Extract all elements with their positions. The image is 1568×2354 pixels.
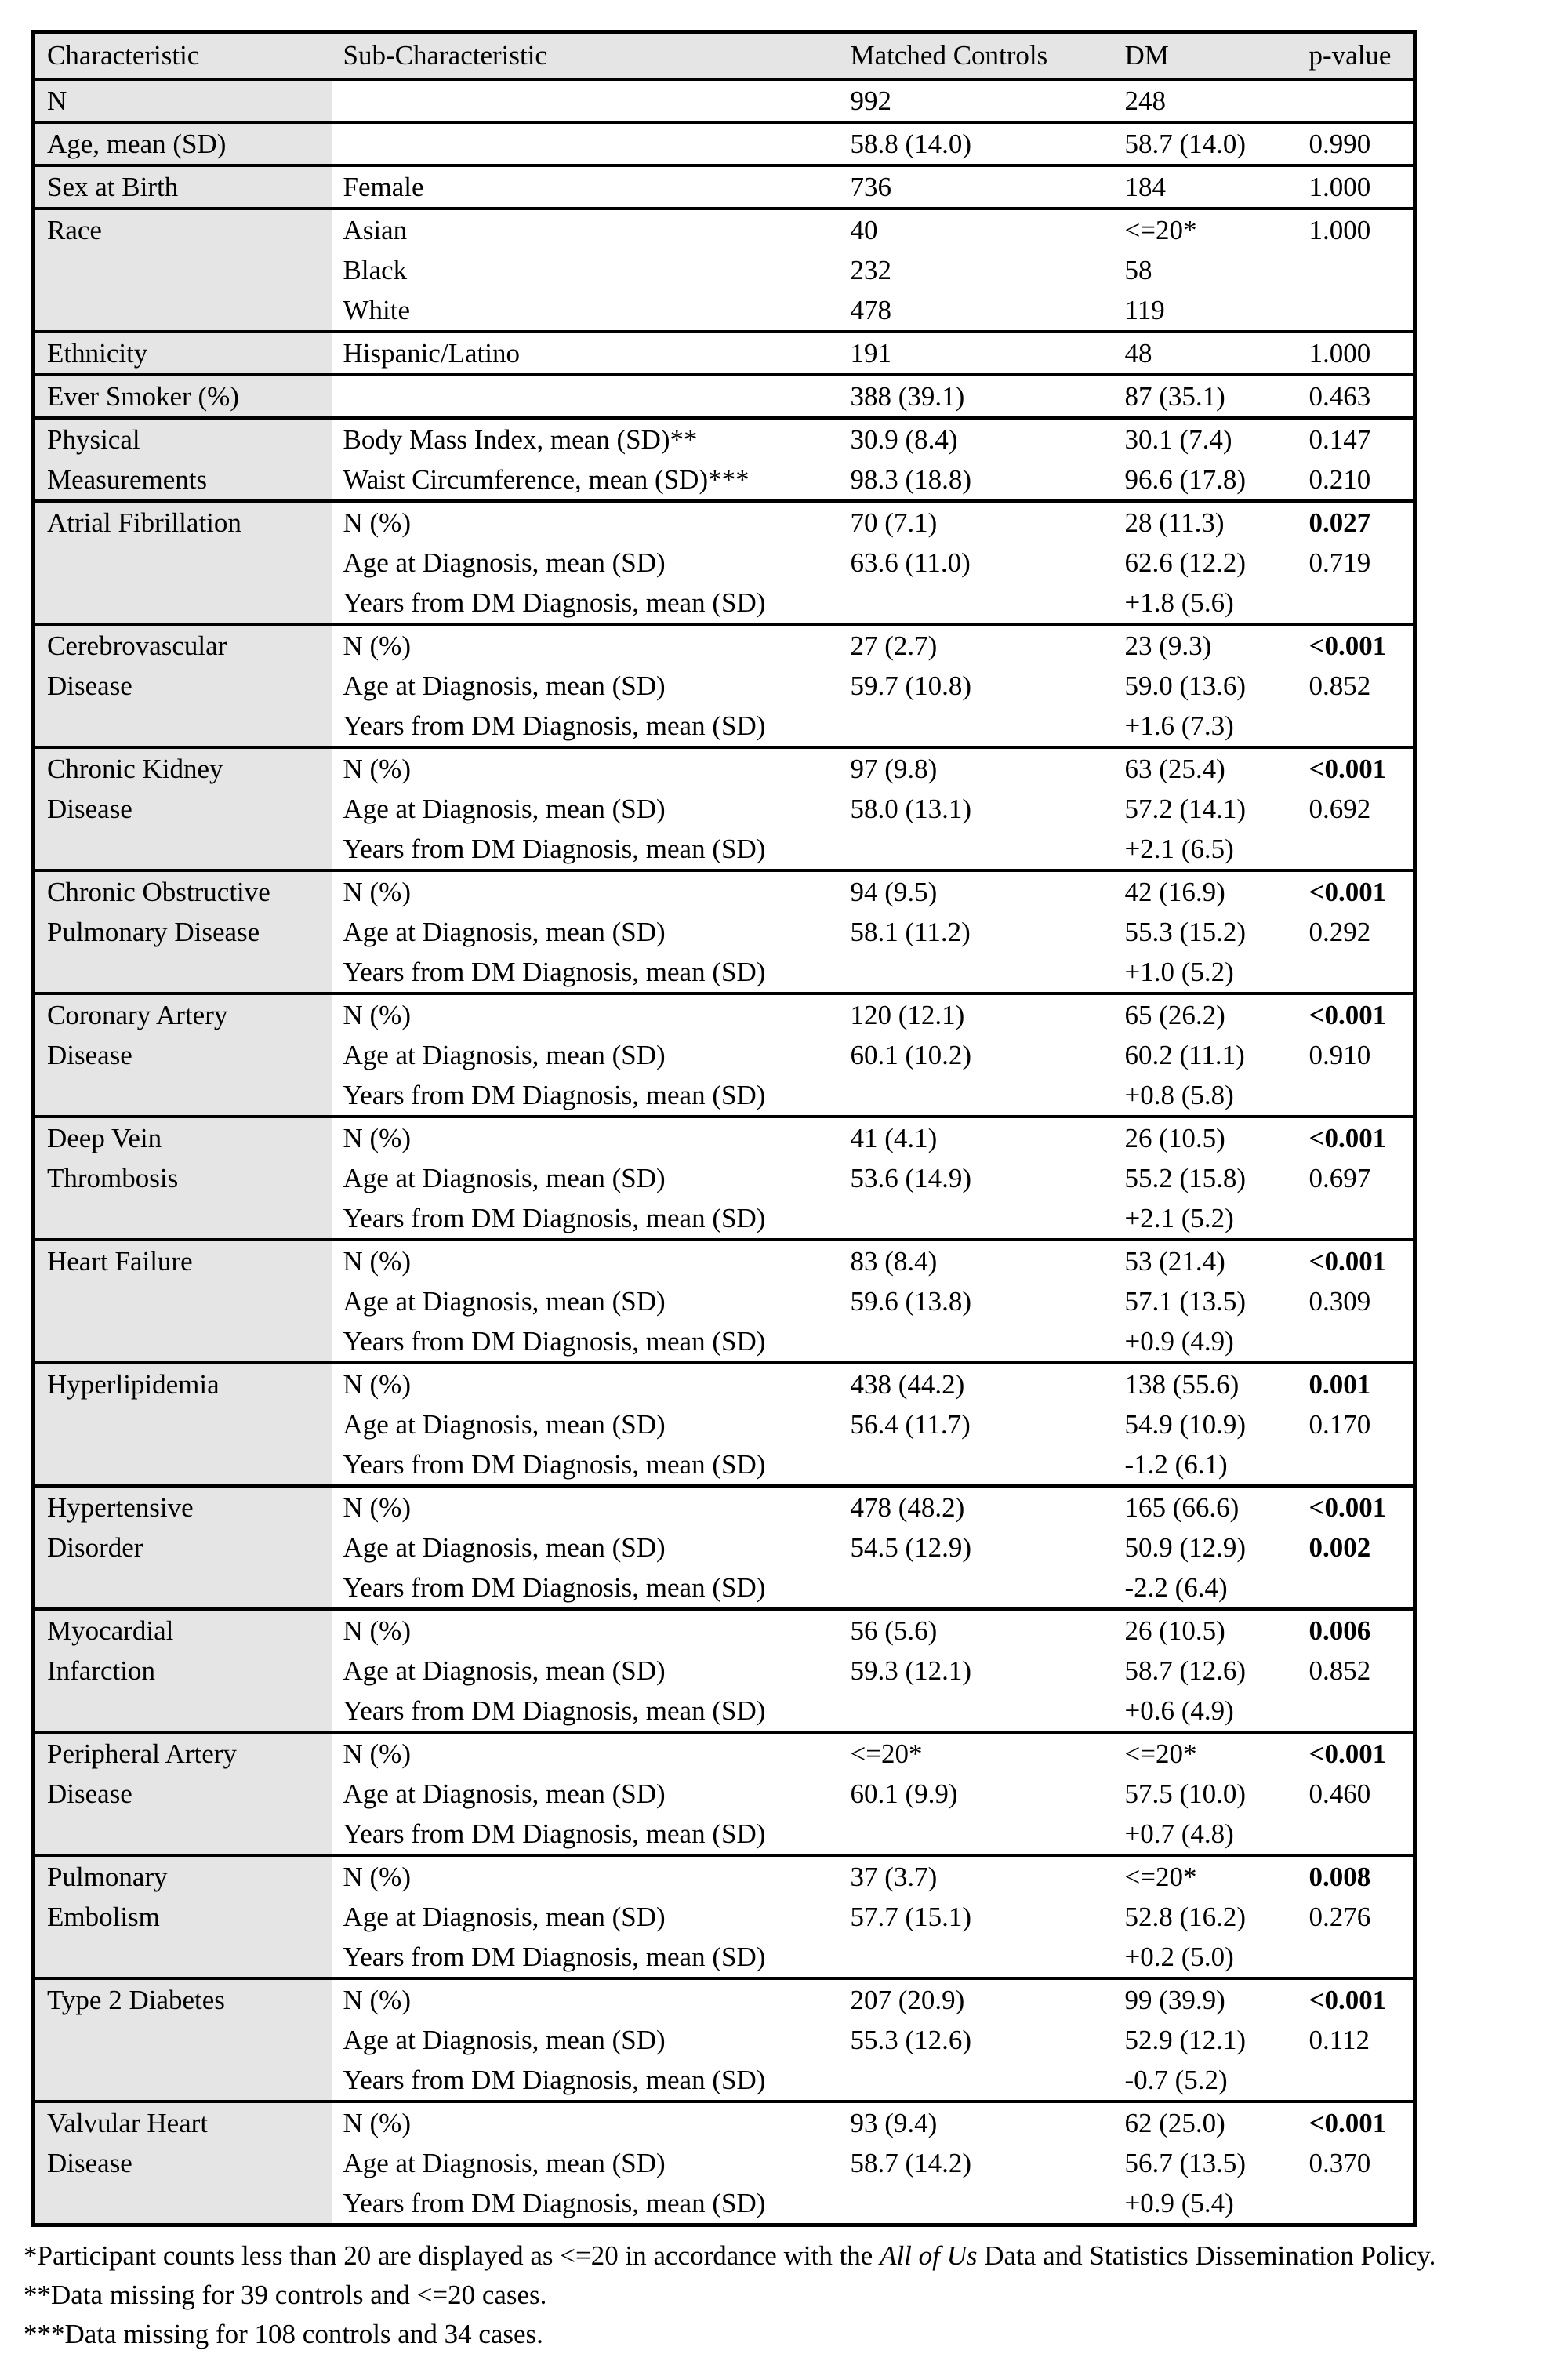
table-row [34, 1486, 1415, 1528]
dm-cell: 28 (11.3) [1113, 501, 1298, 543]
p-value-cell [1298, 1075, 1415, 1117]
matched-controls-cell: 98.3 (18.8) [850, 464, 972, 495]
table-row [34, 747, 1415, 789]
matched-controls-cell [839, 1937, 1113, 1978]
dm-cell: 165 (66.6) [1113, 1486, 1298, 1528]
matched-controls-cell: 232 [850, 255, 891, 285]
matched-controls-cell [839, 952, 1113, 994]
column-header-matched-controls: Matched Controls [839, 32, 1113, 80]
dm-cell: 96.6 (17.8) [1124, 464, 1247, 495]
p-value-cell: 0.112 [1308, 2025, 1370, 2055]
p-value-cell [1298, 1568, 1415, 1609]
dm-cell: 63 (25.4) [1113, 747, 1298, 789]
column-header-p-value: p-value [1298, 32, 1415, 80]
dm-cell: 62.6 (12.2) [1124, 547, 1247, 578]
dm-cell: <=20* [1113, 1855, 1298, 1897]
p-value-cell [1298, 2060, 1415, 2102]
sub-characteristic-cell: Age at Diagnosis, mean (SD) [343, 1902, 666, 1932]
p-value-cell: 0.292 [1308, 917, 1371, 947]
sub-characteristic-cell: N (%) [332, 2102, 839, 2143]
table-row [34, 122, 1415, 165]
p-value-cell: 0.170 [1308, 1409, 1371, 1440]
sub-characteristic-cell: Years from DM Diagnosis, mean (SD) [343, 2065, 766, 2095]
table-row [34, 332, 1415, 375]
dm-cell: +1.6 (7.3) [1124, 710, 1234, 741]
p-value-cell: <0.001 [1298, 1486, 1415, 1528]
matched-controls-cell: 478 [850, 295, 891, 325]
dm-cell: -0.7 (5.2) [1124, 2065, 1228, 2095]
dm-cell: <=20* [1113, 209, 1298, 250]
p-value-cell: 1.000 [1298, 332, 1415, 375]
matched-controls-cell [839, 1321, 1113, 1363]
matched-controls-cell: 59.3 (12.1) [850, 1655, 972, 1686]
matched-controls-cell [839, 1568, 1113, 1609]
p-value-cell: 1.000 [1298, 165, 1415, 209]
matched-controls-cell: 55.3 (12.6) [850, 2025, 972, 2055]
sub-characteristic-cell: Waist Circumference, mean (SD)*** [343, 464, 750, 495]
dm-cell: +0.9 (5.4) [1124, 2188, 1234, 2218]
dm-cell: 58.7 (12.6) [1124, 1655, 1247, 1686]
characteristic-cell: Age, mean (SD) [34, 122, 332, 165]
dm-cell: 53 (21.4) [1113, 1240, 1298, 1281]
matched-controls-cell [839, 1444, 1113, 1486]
sub-characteristic-cell: Years from DM Diagnosis, mean (SD) [343, 834, 766, 864]
p-value-cell: 0.027 [1298, 501, 1415, 543]
dm-cell: +2.1 (5.2) [1124, 1203, 1234, 1233]
matched-controls-cell: <=20* [839, 1732, 1113, 1774]
dm-cell: +0.7 (4.8) [1124, 1818, 1234, 1849]
p-value-cell: 0.210 [1308, 464, 1371, 495]
table-header-row [34, 32, 1415, 80]
table-row [34, 1978, 1415, 2020]
characteristic-cell: Hyperlipidemia [34, 1363, 332, 1486]
matched-controls-cell: 388 (39.1) [839, 375, 1113, 418]
p-value-cell [1298, 2183, 1415, 2225]
p-value-cell: <0.001 [1298, 994, 1415, 1035]
p-value-cell: <0.001 [1298, 2102, 1415, 2143]
p-value-cell: 0.001 [1298, 1363, 1415, 1404]
matched-controls-cell: 94 (9.5) [839, 870, 1113, 912]
table-row [34, 418, 1415, 460]
matched-controls-cell: 56 (5.6) [839, 1609, 1113, 1651]
matched-controls-cell: 478 (48.2) [839, 1486, 1113, 1528]
p-value-cell: 0.852 [1308, 1655, 1371, 1686]
dm-cell: 62 (25.0) [1113, 2102, 1298, 2143]
p-value-cell: <0.001 [1298, 1732, 1415, 1774]
matched-controls-cell: 60.1 (10.2) [850, 1040, 972, 1070]
sub-characteristic-cell: Age at Diagnosis, mean (SD) [343, 547, 666, 578]
matched-controls-cell: 58.1 (11.2) [850, 917, 971, 947]
matched-controls-cell [839, 583, 1113, 624]
matched-controls-cell [839, 1075, 1113, 1117]
dm-cell: 57.2 (14.1) [1124, 794, 1247, 824]
matched-controls-cell: 59.7 (10.8) [850, 670, 972, 701]
p-value-cell: 0.697 [1308, 1163, 1371, 1193]
column-header-dm: DM [1113, 32, 1298, 80]
sub-characteristic-cell: Years from DM Diagnosis, mean (SD) [343, 1326, 766, 1357]
footnote-3: ***Data missing for 108 controls and 34 cases. [24, 2319, 543, 2349]
p-value-cell [1298, 1814, 1415, 1855]
dm-cell: 30.1 (7.4) [1113, 418, 1298, 460]
sub-characteristic-cell: N (%) [332, 747, 839, 789]
sub-characteristic-cell [332, 122, 839, 165]
sub-characteristic-cell: Age at Diagnosis, mean (SD) [343, 794, 666, 824]
p-value-cell: 0.008 [1298, 1855, 1415, 1897]
matched-controls-cell: 54.5 (12.9) [850, 1532, 972, 1563]
matched-controls-cell: 120 (12.1) [839, 994, 1113, 1035]
dm-cell: 55.2 (15.8) [1124, 1163, 1247, 1193]
matched-controls-cell: 93 (9.4) [839, 2102, 1113, 2143]
dm-cell: +0.9 (4.9) [1124, 1326, 1234, 1357]
p-value-cell [1298, 1321, 1415, 1363]
table-row [34, 501, 1415, 543]
p-value-cell [1298, 583, 1415, 624]
footnote-2: **Data missing for 39 controls and <=20 cases. [24, 2280, 547, 2310]
characteristic-cell: Myocardial Infarction [34, 1609, 332, 1732]
sub-characteristic-cell: Age at Diagnosis, mean (SD) [343, 2148, 666, 2178]
table-row [34, 2102, 1415, 2143]
sub-characteristic-cell: Years from DM Diagnosis, mean (SD) [343, 710, 766, 741]
sub-characteristic-cell: Age at Diagnosis, mean (SD) [343, 1655, 666, 1686]
matched-controls-cell [839, 706, 1113, 747]
sub-characteristic-cell: Years from DM Diagnosis, mean (SD) [343, 1572, 766, 1603]
sub-characteristic-cell: N (%) [332, 870, 839, 912]
sub-characteristic-cell: Age at Diagnosis, mean (SD) [343, 917, 666, 947]
footnote-1-text-end: Data and Statistics Dissemination Policy. [977, 2240, 1436, 2271]
matched-controls-cell: 58.8 (14.0) [839, 122, 1113, 165]
p-value-cell [1298, 706, 1415, 747]
sub-characteristic-cell: Female [332, 165, 839, 209]
sub-characteristic-cell: Years from DM Diagnosis, mean (SD) [343, 1203, 766, 1233]
dm-cell: 55.3 (15.2) [1124, 917, 1247, 947]
p-value-cell: 0.990 [1298, 122, 1415, 165]
dm-cell: 184 [1113, 165, 1298, 209]
dm-cell: 54.9 (10.9) [1124, 1409, 1247, 1440]
dm-cell: +0.6 (4.9) [1124, 1695, 1234, 1726]
matched-controls-cell: 58.7 (14.2) [850, 2148, 972, 2178]
matched-controls-cell: 736 [839, 165, 1113, 209]
matched-controls-cell: 30.9 (8.4) [839, 418, 1113, 460]
sub-characteristic-cell: N (%) [332, 994, 839, 1035]
matched-controls-cell: 37 (3.7) [839, 1855, 1113, 1897]
characteristic-cell: Cerebrovascular Disease [34, 624, 332, 747]
matched-controls-cell: 53.6 (14.9) [850, 1163, 972, 1193]
p-value-cell: 0.692 [1308, 794, 1371, 824]
table-row [34, 209, 1415, 250]
sub-characteristic-cell: Black [343, 255, 408, 285]
dm-cell: 52.9 (12.1) [1124, 2025, 1247, 2055]
dm-cell: -1.2 (6.1) [1124, 1449, 1228, 1480]
sub-characteristic-cell: Age at Diagnosis, mean (SD) [343, 2025, 666, 2055]
table-row [34, 1117, 1415, 1158]
footnote-1 [24, 2236, 1568, 2276]
dm-cell: +2.1 (6.5) [1124, 834, 1234, 864]
sub-characteristic-cell: Asian [332, 209, 839, 250]
column-header-characteristic: Characteristic [34, 32, 332, 80]
dm-cell: 60.2 (11.1) [1124, 1040, 1245, 1070]
characteristic-cell: Pulmonary Embolism [34, 1855, 332, 1978]
matched-controls-cell: 56.4 (11.7) [850, 1409, 971, 1440]
sub-characteristic-cell: Age at Diagnosis, mean (SD) [343, 1778, 666, 1809]
table-row [34, 1855, 1415, 1897]
sub-characteristic-cell: N (%) [332, 501, 839, 543]
characteristics-table [31, 30, 1417, 2227]
matched-controls-cell: 97 (9.8) [839, 747, 1113, 789]
dm-cell: +0.2 (5.0) [1124, 1942, 1234, 1972]
matched-controls-cell [839, 2183, 1113, 2225]
table-row [34, 1609, 1415, 1651]
column-header-sub-characteristic: Sub-Characteristic [332, 32, 839, 80]
dm-cell: 26 (10.5) [1113, 1609, 1298, 1651]
dm-cell: 58 [1124, 255, 1152, 285]
dm-cell: 26 (10.5) [1113, 1117, 1298, 1158]
p-value-cell [1298, 1691, 1415, 1732]
sub-characteristic-cell: Age at Diagnosis, mean (SD) [343, 1163, 666, 1193]
characteristic-cell: Chronic Obstructive Pulmonary Disease [34, 870, 332, 994]
p-value-cell: 0.719 [1308, 547, 1371, 578]
matched-controls-cell: 58.0 (13.1) [850, 794, 972, 824]
dm-cell: 119 [1124, 295, 1165, 325]
p-value-cell: 0.006 [1298, 1609, 1415, 1651]
characteristic-cell: Physical Measurements [34, 418, 332, 501]
table-row [34, 375, 1415, 418]
characteristic-cell: Sex at Birth [34, 165, 332, 209]
characteristic-cell: Valvular Heart Disease [34, 2102, 332, 2225]
dm-cell: 58.7 (14.0) [1113, 122, 1298, 165]
p-value-cell: <0.001 [1298, 1978, 1415, 2020]
p-value-cell: 0.370 [1308, 2148, 1371, 2178]
table-row [34, 870, 1415, 912]
p-value-cell: 0.276 [1308, 1902, 1371, 1932]
table-row [34, 624, 1415, 666]
sub-characteristic-cell: N (%) [332, 1732, 839, 1774]
matched-controls-cell: 83 (8.4) [839, 1240, 1113, 1281]
sub-characteristic-cell: Years from DM Diagnosis, mean (SD) [343, 957, 766, 987]
characteristic-cell: Ethnicity [34, 332, 332, 375]
dm-cell: 23 (9.3) [1113, 624, 1298, 666]
dm-cell: 42 (16.9) [1113, 870, 1298, 912]
p-value-cell: 0.852 [1308, 670, 1371, 701]
sub-characteristic-cell [332, 79, 839, 122]
p-value-cell: <0.001 [1298, 747, 1415, 789]
p-value-cell: 1.000 [1298, 209, 1415, 250]
sub-characteristic-cell: Years from DM Diagnosis, mean (SD) [343, 1695, 766, 1726]
p-value-cell: 0.463 [1298, 375, 1415, 418]
matched-controls-cell: 992 [839, 79, 1113, 122]
matched-controls-cell: 70 (7.1) [839, 501, 1113, 543]
matched-controls-cell [839, 2060, 1113, 2102]
footnote-1-italic-study-name: All of Us [880, 2240, 978, 2271]
sub-characteristic-cell: N (%) [332, 1240, 839, 1281]
p-value-cell: 0.147 [1298, 418, 1415, 460]
table-row [34, 165, 1415, 209]
sub-characteristic-cell: Years from DM Diagnosis, mean (SD) [343, 1449, 766, 1480]
p-value-cell: 0.910 [1308, 1040, 1371, 1070]
matched-controls-cell: 40 [839, 209, 1113, 250]
characteristic-cell: N [34, 79, 332, 122]
sub-characteristic-cell: White [343, 295, 411, 325]
matched-controls-cell: 191 [839, 332, 1113, 375]
characteristic-cell: Type 2 Diabetes [34, 1978, 332, 2102]
sub-characteristic-cell: Years from DM Diagnosis, mean (SD) [343, 2188, 766, 2218]
dm-cell: +0.8 (5.8) [1124, 1080, 1234, 1110]
sub-characteristic-cell: N (%) [332, 1855, 839, 1897]
p-value-cell: <0.001 [1298, 870, 1415, 912]
sub-characteristic-cell: Age at Diagnosis, mean (SD) [343, 1532, 666, 1563]
characteristic-cell: Atrial Fibrillation [34, 501, 332, 624]
sub-characteristic-cell [332, 375, 839, 418]
dm-cell: 57.5 (10.0) [1124, 1778, 1247, 1809]
dm-cell: 248 [1113, 79, 1298, 122]
footnote-1-text: *Participant counts less than 20 are displayed as <=20 in accordance with the [24, 2240, 880, 2271]
matched-controls-cell: 59.6 (13.8) [850, 1286, 972, 1317]
dm-cell: 99 (39.9) [1113, 1978, 1298, 2020]
dm-cell: 138 (55.6) [1113, 1363, 1298, 1404]
dm-cell: 50.9 (12.9) [1124, 1532, 1247, 1563]
sub-characteristic-cell: Body Mass Index, mean (SD)** [332, 418, 839, 460]
p-value-cell [1298, 290, 1415, 332]
dm-cell: 87 (35.1) [1113, 375, 1298, 418]
sub-characteristic-cell: Hispanic/Latino [332, 332, 839, 375]
sub-characteristic-cell: N (%) [332, 1609, 839, 1651]
sub-characteristic-cell: Years from DM Diagnosis, mean (SD) [343, 587, 766, 618]
sub-characteristic-cell: Age at Diagnosis, mean (SD) [343, 1409, 666, 1440]
sub-characteristic-cell: N (%) [332, 1486, 839, 1528]
p-value-cell: 0.460 [1308, 1778, 1371, 1809]
sub-characteristic-cell: Age at Diagnosis, mean (SD) [343, 670, 666, 701]
p-value-cell: <0.001 [1298, 1117, 1415, 1158]
characteristic-cell: Heart Failure [34, 1240, 332, 1363]
p-value-cell: <0.001 [1298, 624, 1415, 666]
p-value-cell [1298, 250, 1415, 290]
dm-cell: 57.1 (13.5) [1124, 1286, 1247, 1317]
matched-controls-cell: 63.6 (11.0) [850, 547, 971, 578]
dm-cell: <=20* [1113, 1732, 1298, 1774]
table-body [34, 79, 1415, 2225]
characteristic-cell: Chronic Kidney Disease [34, 747, 332, 870]
sub-characteristic-cell: Years from DM Diagnosis, mean (SD) [343, 1818, 766, 1849]
characteristic-cell: Ever Smoker (%) [34, 375, 332, 418]
matched-controls-cell [839, 1198, 1113, 1240]
p-value-cell: 0.309 [1308, 1286, 1371, 1317]
dm-cell: +1.8 (5.6) [1124, 587, 1234, 618]
sub-characteristic-cell: Age at Diagnosis, mean (SD) [343, 1286, 666, 1317]
dm-cell: 59.0 (13.6) [1124, 670, 1247, 701]
sub-characteristic-cell: N (%) [332, 1363, 839, 1404]
sub-characteristic-cell: Years from DM Diagnosis, mean (SD) [343, 1080, 766, 1110]
footnotes [24, 2236, 1568, 2354]
matched-controls-cell [839, 1691, 1113, 1732]
matched-controls-cell: 27 (2.7) [839, 624, 1113, 666]
characteristic-cell: Race [34, 209, 332, 332]
sub-characteristic-cell: Age at Diagnosis, mean (SD) [343, 1040, 666, 1070]
sub-characteristic-cell: N (%) [332, 1117, 839, 1158]
sub-characteristic-cell: Years from DM Diagnosis, mean (SD) [343, 1942, 766, 1972]
p-value-cell [1298, 1198, 1415, 1240]
matched-controls-cell: 41 (4.1) [839, 1117, 1113, 1158]
p-value-cell [1298, 79, 1415, 122]
matched-controls-cell: 438 (44.2) [839, 1363, 1113, 1404]
table-row [34, 994, 1415, 1035]
table-row [34, 1363, 1415, 1404]
matched-controls-cell [839, 1814, 1113, 1855]
dm-cell: 56.7 (13.5) [1124, 2148, 1247, 2178]
p-value-cell: <0.001 [1298, 1240, 1415, 1281]
matched-controls-cell: 60.1 (9.9) [850, 1778, 958, 1809]
dm-cell: 52.8 (16.2) [1124, 1902, 1247, 1932]
matched-controls-cell: 57.7 (15.1) [850, 1902, 972, 1932]
dm-cell: +1.0 (5.2) [1124, 957, 1234, 987]
p-value-cell [1298, 829, 1415, 870]
characteristic-cell: Peripheral Artery Disease [34, 1732, 332, 1855]
sub-characteristic-cell: N (%) [332, 1978, 839, 2020]
table-row [34, 1240, 1415, 1281]
characteristic-cell: Hypertensive Disorder [34, 1486, 332, 1609]
matched-controls-cell: 207 (20.9) [839, 1978, 1113, 2020]
characteristic-cell: Deep Vein Thrombosis [34, 1117, 332, 1240]
matched-controls-cell [839, 829, 1113, 870]
characteristic-cell: Coronary Artery Disease [34, 994, 332, 1117]
dm-cell: 65 (26.2) [1113, 994, 1298, 1035]
table-row [34, 79, 1415, 122]
p-value-cell [1298, 1444, 1415, 1486]
p-value-cell [1298, 952, 1415, 994]
dm-cell: -2.2 (6.4) [1124, 1572, 1228, 1603]
sub-characteristic-cell: N (%) [332, 624, 839, 666]
p-value-cell: 0.002 [1308, 1532, 1371, 1563]
p-value-cell [1298, 1937, 1415, 1978]
dm-cell: 48 [1113, 332, 1298, 375]
table-row [34, 1732, 1415, 1774]
